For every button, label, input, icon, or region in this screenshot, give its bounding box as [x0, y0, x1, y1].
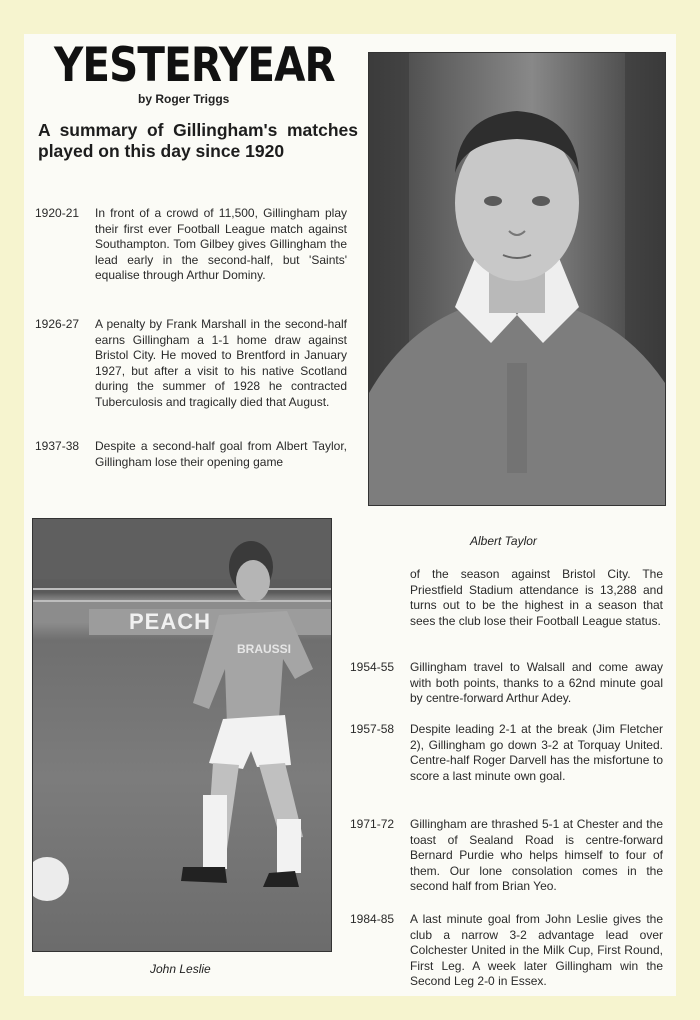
- entry-text: In front of a crowd of 11,500, Gillingham play their first ever Football League match against Southampton. Tom Gilbey gives Gillingham the lead early in the second-half, but 'Saints' equalise through Arthur Dominy.: [95, 206, 347, 283]
- entry-1984-85: [350, 912, 663, 990]
- john-leslie-player-figure: [33, 519, 331, 951]
- entry-season: 1984-85: [350, 912, 395, 926]
- entry-1957-58: [350, 722, 663, 784]
- entry-1971-72: [350, 817, 663, 895]
- byline: by Roger Triggs: [138, 92, 230, 106]
- entry-season: 1957-58: [350, 722, 395, 736]
- entry-1937-38-continuation: of the season against Bristol City. The Priestfield Stadium attendance is 13,288 and turns out to be the highest in a season that sees the club lose their Football League status.: [410, 567, 663, 628]
- entry-season: 1954-55: [350, 660, 395, 674]
- entry-1926-27: [35, 317, 347, 411]
- entry-text: Gillingham travel to Walsall and come away with both points, thanks to a 62nd minute goal by centre-forward Arthur Adey.: [410, 660, 663, 706]
- shirt-sponsor: BRAUSSI: [237, 642, 292, 656]
- entry-season: 1926-27: [35, 317, 80, 331]
- entry-season: 1937-38: [35, 439, 80, 453]
- john-leslie-caption: John Leslie: [150, 962, 211, 976]
- entry-text: Despite leading 2-1 at the break (Jim Fletcher 2), Gillingham go down 3-2 at Torquay United. Centre-half Roger Darvell has the misfortune to score a last minute own goal.: [410, 722, 663, 783]
- albert-taylor-caption: Albert Taylor: [470, 534, 537, 548]
- entry-1920-21: [35, 206, 347, 284]
- entry-text: A penalty by Frank Marshall in the second-half earns Gillingham a 1-1 home draw against Bristol City. He moved to Brentford in January 1927, but after a visit to his native Scotland during the summer of 1928 he contracted Tuberculosis and tragically died that August.: [95, 317, 347, 409]
- john-leslie-photo: [32, 518, 332, 952]
- entry-text: A last minute goal from John Leslie gives the club a narrow 3-2 advantage lead over Colchester United in the Milk Cup, First Round, First Leg. A week later Gillingham win the Second Leg 2-0 in Essex.: [410, 912, 663, 989]
- subtitle: A summary of Gillingham's matches played on this day since 1920: [38, 120, 358, 161]
- entry-season: 1971-72: [350, 817, 395, 831]
- entry-text: Despite a second-half goal from Albert Taylor, Gillingham lose their opening game: [95, 439, 347, 469]
- entry-season: 1920-21: [35, 206, 80, 220]
- albert-taylor-photo: [368, 52, 666, 506]
- stadium-banner: PEACH: [89, 609, 332, 635]
- page-title: YESTERYEAR: [54, 38, 335, 93]
- entry-text: Gillingham are thrashed 5-1 at Chester and the toast of Sealand Road is centre-forward Bernard Purdie who helps himself to four of them. Our lone consolation comes in the second half from Brian Yeo.: [410, 817, 663, 894]
- entry-1937-38: [35, 439, 347, 470]
- albert-taylor-portrait: [369, 53, 665, 505]
- magazine-page: [24, 34, 676, 996]
- entry-1954-55: [350, 660, 663, 707]
